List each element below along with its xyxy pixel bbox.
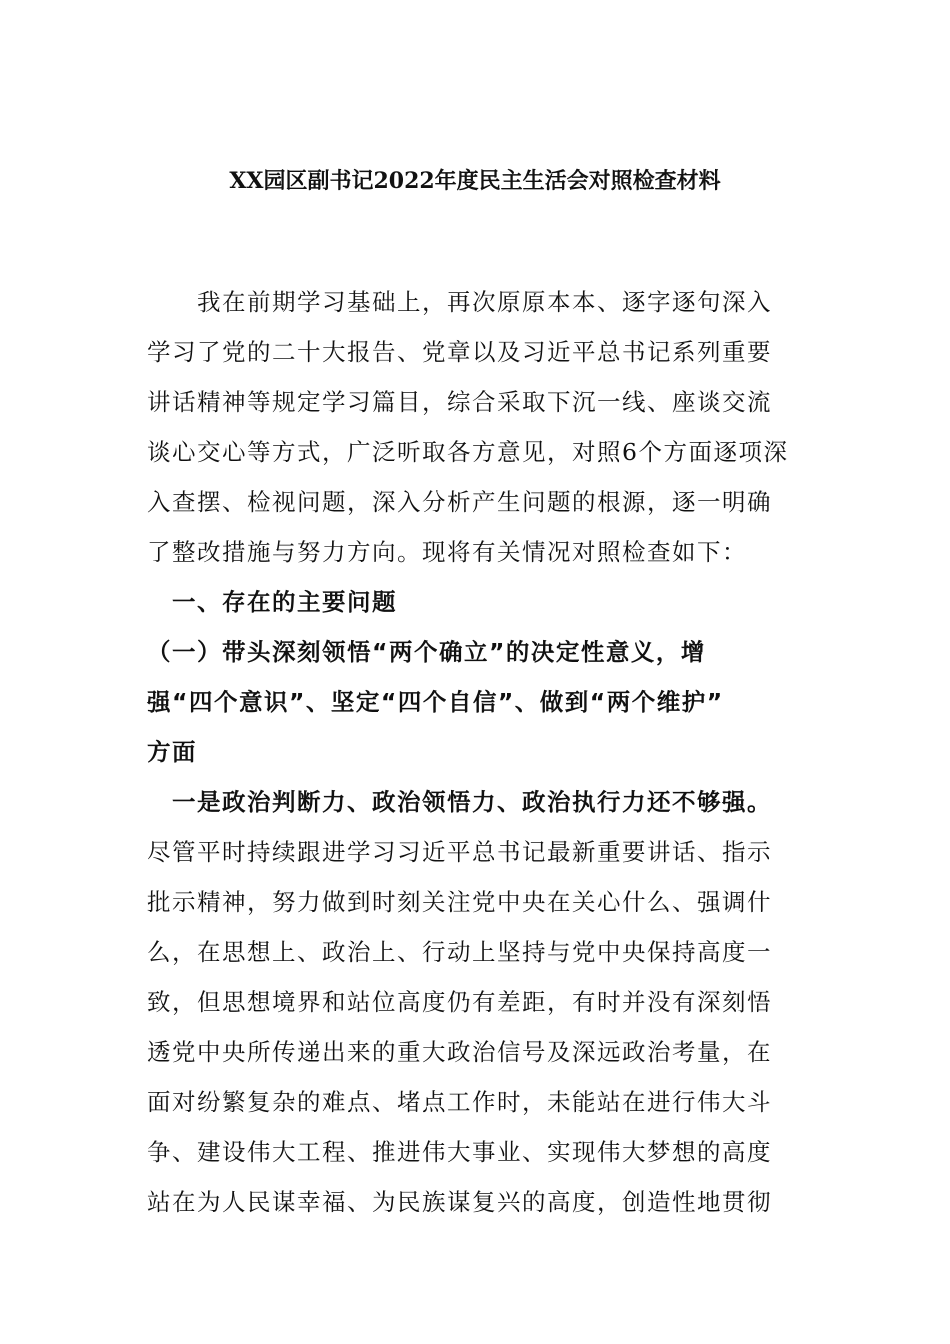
point-line: 面对纷繁复杂的难点、堵点工作时，未能站在进行伟大斗: [147, 1088, 772, 1116]
point-heading: 一是政治判断力、政治领悟力、政治执行力还不够强。: [147, 788, 772, 816]
subsection-line: 方面: [147, 738, 197, 766]
point-line: 么，在思想上、政治上、行动上坚持与党中央保持高度一: [147, 938, 772, 966]
subsection-line: 强“四个意识”、坚定“四个自信”、做到“两个维护”: [147, 688, 724, 716]
point-line: 站在为人民谋幸福、为民族谋复兴的高度，创造性地贯彻: [147, 1188, 772, 1216]
intro-line: 了整改措施与努力方向。现将有关情况对照检查如下：: [147, 538, 747, 566]
document-body: [147, 277, 817, 1227]
document-title: XX园区副书记2022年度民主生活会对照检查材料: [229, 168, 721, 194]
subsection-line: （一）带头深刻领悟“两个确立”的决定性意义，增: [147, 638, 706, 666]
intro-line: 讲话精神等规定学习篇目，综合采取下沉一线、座谈交流: [147, 388, 772, 416]
section-heading: 一、存在的主要问题: [147, 588, 397, 616]
point-line: 致，但思想境界和站位高度仍有差距，有时并没有深刻悟: [147, 988, 772, 1016]
intro-line: 谈心交心等方式，广泛听取各方意见，对照6个方面逐项深: [147, 438, 789, 466]
point-line: 尽管平时持续跟进学习习近平总书记最新重要讲话、指示: [147, 838, 772, 866]
intro-line: 我在前期学习基础上，再次原原本本、逐字逐句深入: [147, 288, 772, 316]
point-line: 批示精神，努力做到时刻关注党中央在关心什么、强调什: [147, 888, 772, 916]
point-line: 争、建设伟大工程、推进伟大事业、实现伟大梦想的高度: [147, 1138, 772, 1166]
intro-line: 入查摆、检视问题，深入分析产生问题的根源，逐一明确: [147, 488, 772, 516]
intro-line: 学习了党的二十大报告、党章以及习近平总书记系列重要: [147, 338, 772, 366]
point-line: 透党中央所传递出来的重大政治信号及深远政治考量，在: [147, 1038, 772, 1066]
